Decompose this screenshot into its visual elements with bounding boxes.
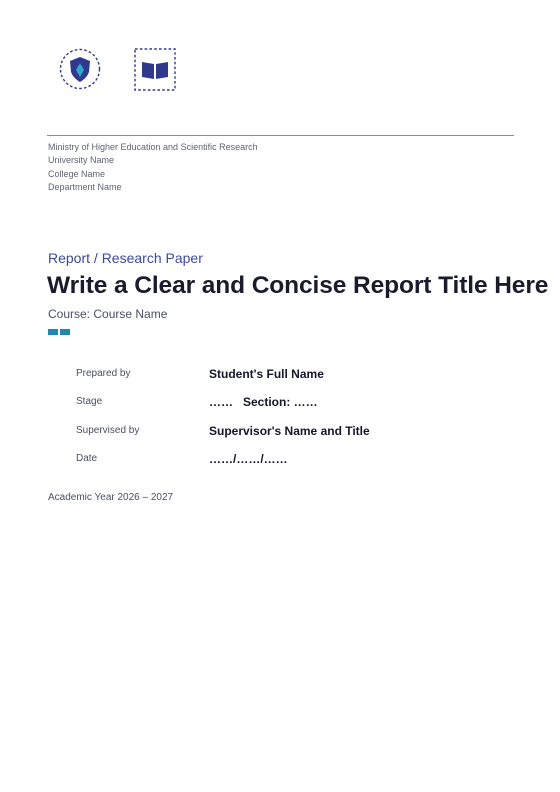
details-value: Student's Full Name bbox=[209, 367, 324, 381]
institution-block bbox=[48, 141, 258, 194]
university-name: University Name bbox=[48, 155, 115, 166]
report-title: Write a Clear and Concise Report Title Here bbox=[47, 272, 549, 299]
details-label: Date bbox=[76, 452, 98, 464]
header-divider bbox=[47, 135, 514, 136]
college-logo bbox=[134, 48, 174, 90]
details-label: Stage bbox=[76, 396, 103, 408]
academic-year: Academic Year 2026 – 2027 bbox=[48, 492, 174, 503]
course-name: Course: Course Name bbox=[48, 307, 168, 321]
details-value: ……/……/…… bbox=[209, 451, 288, 466]
details-value: Supervisor's Name and Title bbox=[209, 423, 370, 438]
document-type: Report / Research Paper bbox=[48, 250, 203, 266]
university-logo bbox=[59, 48, 99, 90]
details-label: Supervised by bbox=[76, 424, 140, 436]
details-value: …… Section: …… bbox=[209, 395, 318, 410]
accent-bar bbox=[48, 329, 58, 335]
open-book-icon bbox=[134, 48, 176, 91]
ministry-name: Ministry of Higher Education and Scientific Research bbox=[48, 142, 258, 152]
college-name: College Name bbox=[48, 168, 106, 179]
department-name: Department Name bbox=[48, 181, 122, 192]
details-label: Prepared by bbox=[76, 368, 131, 379]
accent-bars bbox=[48, 329, 70, 335]
accent-bar bbox=[60, 329, 70, 335]
shield-emblem-icon bbox=[59, 48, 101, 90]
